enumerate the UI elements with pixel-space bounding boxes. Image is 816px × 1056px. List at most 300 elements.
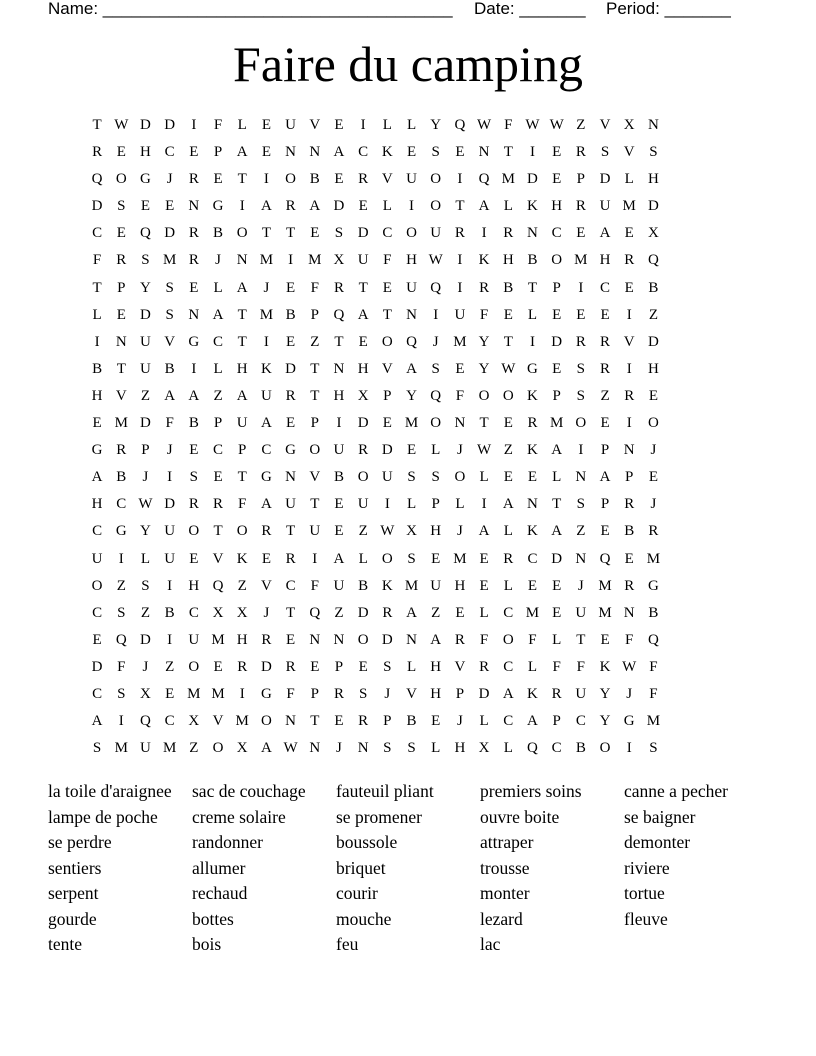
grid-letter: D <box>357 604 369 621</box>
word-bank-item: briquet <box>336 857 386 878</box>
grid-letter: G <box>91 442 103 459</box>
grid-letter: D <box>478 685 490 702</box>
grid-letter: J <box>263 279 270 296</box>
grid-letter: P <box>600 442 610 459</box>
grid-letter: N <box>285 469 297 486</box>
grid-letter: B <box>164 604 175 621</box>
grid-letter: W <box>380 523 395 540</box>
grid-letter: E <box>503 415 513 432</box>
grid-letter: A <box>260 496 272 513</box>
grid-letter: U <box>164 550 176 567</box>
grid-letter: W <box>477 442 492 459</box>
word-bank-item: trousse <box>480 857 530 878</box>
grid-letter: L <box>92 306 102 323</box>
grid-letter: Q <box>430 387 442 404</box>
grid-letter: B <box>213 225 224 242</box>
word-bank-item: randonner <box>192 832 263 852</box>
grid-letter: A <box>551 442 563 459</box>
grid-letter: Q <box>647 631 659 648</box>
grid-letter: R <box>358 713 369 730</box>
word-bank-item: ouvre boite <box>480 806 560 827</box>
grid-letter: R <box>188 252 199 269</box>
grid-letter: P <box>117 279 126 296</box>
grid-letter: R <box>333 685 344 702</box>
grid-letter: S <box>407 740 416 757</box>
grid-letter: C <box>503 713 514 730</box>
grid-letter: S <box>407 550 416 567</box>
grid-letter: P <box>625 469 634 486</box>
grid-letter: U <box>381 469 393 486</box>
grid-letter: A <box>260 415 272 432</box>
grid-letter: O <box>236 523 248 540</box>
grid-letter: Y <box>478 333 490 350</box>
grid-letter: U <box>140 740 151 757</box>
grid-letter: U <box>406 171 417 188</box>
grid-letter: N <box>623 442 635 459</box>
grid-letter: N <box>115 333 127 350</box>
grid-letter: V <box>212 550 224 567</box>
grid-letter: M <box>501 171 515 188</box>
grid-letter: S <box>431 144 440 161</box>
grid-letter: D <box>599 171 611 188</box>
grid-letter: B <box>624 523 635 540</box>
grid-letter: B <box>116 469 127 486</box>
grid-letter: H <box>406 252 417 269</box>
grid-letter: W <box>549 117 564 133</box>
grid-letter: E <box>310 658 320 675</box>
grid-letter: O <box>599 740 611 757</box>
grid-letter: Y <box>140 279 151 296</box>
grid-letter: Z <box>648 306 658 323</box>
grid-letter: C <box>358 144 369 161</box>
grid-letter: V <box>406 685 417 702</box>
grid-letter: H <box>357 360 369 377</box>
grid-letter: Q <box>406 333 417 350</box>
grid-letter: F <box>238 496 247 513</box>
grid-letter: U <box>454 306 466 323</box>
word-bank-item: tente <box>48 934 83 954</box>
grid-letter: C <box>551 740 562 757</box>
grid-letter: M <box>646 713 661 730</box>
grid-letter: A <box>599 225 611 242</box>
date-field[interactable]: Date: _______ <box>474 0 586 18</box>
grid-letter: I <box>191 117 197 133</box>
grid-letter: M <box>622 198 636 215</box>
grid-letter: D <box>551 333 563 350</box>
word-bank-item: mouche <box>336 908 392 929</box>
grid-letter: Z <box>165 658 175 675</box>
grid-letter: T <box>261 225 271 242</box>
grid-letter: V <box>623 333 635 350</box>
grid-letter: A <box>91 713 103 730</box>
grid-letter: S <box>431 360 440 377</box>
grid-letter: F <box>310 577 319 594</box>
grid-letter: V <box>309 469 321 486</box>
grid-letter: L <box>479 604 489 621</box>
grid-letter: K <box>236 550 248 567</box>
grid-letter: L <box>624 171 634 188</box>
grid-letter: E <box>286 333 296 350</box>
word-bank-column <box>48 779 192 958</box>
grid-letter: E <box>648 387 658 404</box>
word-bank-item: feu <box>336 934 359 954</box>
grid-letter: O <box>260 713 272 730</box>
grid-letter: C <box>92 225 103 242</box>
grid-letter: E <box>552 577 562 594</box>
grid-letter: A <box>309 198 321 215</box>
grid-letter: O <box>381 333 393 350</box>
grid-letter: T <box>479 415 489 432</box>
grid-letter: B <box>285 306 296 323</box>
word-bank-item: gourde <box>48 908 97 929</box>
grid-letter: E <box>552 360 562 377</box>
grid-letter: I <box>263 171 269 188</box>
grid-letter: F <box>165 415 174 432</box>
grid-letter: V <box>599 117 611 133</box>
grid-letter: P <box>455 685 465 702</box>
grid-letter: H <box>236 360 248 377</box>
grid-letter: B <box>309 171 320 188</box>
grid-letter: D <box>647 198 659 215</box>
grid-letter: X <box>188 713 200 730</box>
word-bank-item: boussole <box>336 832 398 852</box>
grid-letter: R <box>188 171 199 188</box>
grid-letter: N <box>333 631 345 648</box>
grid-letter: K <box>527 685 538 702</box>
grid-letter: D <box>164 225 176 242</box>
grid-letter: D <box>260 658 272 675</box>
grid-letter: N <box>188 198 200 215</box>
grid-letter: L <box>237 117 247 133</box>
grid-letter: P <box>383 713 392 730</box>
grid-letter: Q <box>599 550 611 567</box>
grid-letter: B <box>406 713 417 730</box>
grid-letter: I <box>288 252 294 269</box>
grid-letter: R <box>237 658 248 675</box>
grid-letter: F <box>479 631 489 648</box>
grid-letter: X <box>236 740 248 757</box>
grid-letter: P <box>552 387 561 404</box>
grid-letter: L <box>455 496 465 513</box>
grid-letter: L <box>527 306 538 323</box>
grid-letter: I <box>336 415 342 432</box>
grid-letter: O <box>647 415 659 432</box>
grid-letter: Z <box>334 604 344 621</box>
grid-letter: E <box>431 550 441 567</box>
grid-letter: E <box>213 171 223 188</box>
grid-letter: A <box>478 198 490 215</box>
grid-letter: R <box>479 279 490 296</box>
grid-letter: D <box>357 225 369 242</box>
grid-letter: N <box>188 306 200 323</box>
grid-letter: N <box>647 117 659 133</box>
grid-letter: W <box>622 658 637 675</box>
grid-letter: A <box>599 469 611 486</box>
grid-letter: A <box>406 360 417 377</box>
grid-letter: Q <box>333 306 345 323</box>
grid-letter: G <box>140 171 151 188</box>
grid-letter: M <box>404 415 419 432</box>
grid-letter: G <box>285 442 297 459</box>
word-bank-item: serpent <box>48 883 99 903</box>
grid-letter: Z <box>116 577 126 594</box>
grid-letter: O <box>430 198 442 215</box>
grid-letter: I <box>167 469 173 486</box>
grid-letter: E <box>552 171 562 188</box>
grid-letter: J <box>142 658 149 675</box>
grid-letter: K <box>527 523 538 540</box>
grid-letter: R <box>575 144 586 161</box>
grid-letter: N <box>406 631 417 648</box>
grid-letter: I <box>626 415 632 432</box>
grid-letter: R <box>624 496 635 513</box>
grid-letter: B <box>188 415 199 432</box>
grid-letter: M <box>187 685 201 702</box>
grid-letter: A <box>551 523 563 540</box>
grid-letter: R <box>454 225 465 242</box>
grid-row <box>85 112 666 139</box>
grid-letter: N <box>478 144 490 161</box>
grid-letter: Q <box>91 171 103 188</box>
grid-letter: I <box>118 550 124 567</box>
grid-letter: L <box>382 117 392 133</box>
grid-letter: P <box>431 496 440 513</box>
grid-letter: R <box>188 496 199 513</box>
grid-letter: Q <box>140 225 151 242</box>
grid-letter: E <box>261 550 271 567</box>
grid-letter: F <box>92 252 102 269</box>
grid-letter: H <box>236 631 248 648</box>
grid-letter: Z <box>189 740 199 757</box>
grid-letter: C <box>213 442 224 459</box>
grid-letter: D <box>357 415 369 432</box>
grid-letter: B <box>333 469 344 486</box>
grid-letter: I <box>457 252 463 269</box>
grid-letter: O <box>406 225 417 242</box>
grid-letter: A <box>236 279 248 296</box>
grid-letter: E <box>116 144 126 161</box>
grid-letter: S <box>576 496 586 513</box>
grid-letter: X <box>140 685 151 702</box>
grid-letter: L <box>552 469 562 486</box>
grid-letter: T <box>576 631 586 648</box>
grid-letter: P <box>383 387 392 404</box>
grid-letter: E <box>189 279 199 296</box>
grid-letter: H <box>188 577 200 594</box>
grid-letter: L <box>503 740 513 757</box>
grid-letter: C <box>503 604 514 621</box>
grid-letter: R <box>285 387 296 404</box>
grid-letter: Y <box>599 713 611 730</box>
grid-letter: N <box>309 144 321 161</box>
grid-letter: T <box>116 360 126 377</box>
grid-letter: M <box>598 577 612 594</box>
grid-letter: T <box>310 496 320 513</box>
grid-letter: I <box>167 631 173 648</box>
grid-letter: N <box>285 713 297 730</box>
grid-letter: O <box>357 469 369 486</box>
grid-row <box>85 491 666 518</box>
grid-letter: E <box>334 713 344 730</box>
grid-letter: N <box>236 252 248 269</box>
period-field[interactable]: Period: _______ <box>606 0 731 18</box>
grid-letter: W <box>477 117 492 133</box>
grid-letter: E <box>189 144 199 161</box>
grid-letter: E <box>310 225 320 242</box>
grid-letter: E <box>648 469 658 486</box>
grid-letter: P <box>310 415 319 432</box>
grid-letter: R <box>116 252 127 269</box>
grid-letter: A <box>478 523 490 540</box>
grid-letter: C <box>503 658 514 675</box>
grid-letter: J <box>432 333 439 350</box>
grid-letter: O <box>551 252 563 269</box>
grid-letter: S <box>358 685 368 702</box>
grid-letter: A <box>502 496 514 513</box>
grid-letter: H <box>91 387 103 404</box>
grid-letter: U <box>164 523 176 540</box>
grid-letter: B <box>164 360 175 377</box>
grid-letter: C <box>600 279 611 296</box>
grid-letter: E <box>189 550 199 567</box>
grid-letter: P <box>238 442 247 459</box>
grid-letter: I <box>626 360 632 377</box>
grid-letter: F <box>576 658 586 675</box>
grid-letter: E <box>140 198 151 215</box>
grid-letter: M <box>598 604 612 621</box>
grid-letter: O <box>188 658 200 675</box>
grid-letter: Q <box>430 279 442 296</box>
grid-letter: M <box>211 685 225 702</box>
grid-letter: F <box>383 252 392 269</box>
word-bank-item: lac <box>480 934 501 954</box>
grid-letter: N <box>623 604 635 621</box>
grid-letter: K <box>527 387 538 404</box>
grid-letter: Y <box>430 117 442 133</box>
grid-letter: L <box>406 496 417 513</box>
grid-letter: S <box>649 144 658 161</box>
grid-letter: L <box>382 198 392 215</box>
grid-letter: T <box>310 713 320 730</box>
grid-letter: A <box>333 550 345 567</box>
grid-letter: E <box>189 442 199 459</box>
grid-letter: H <box>647 360 659 377</box>
grid-letter: U <box>430 225 442 242</box>
grid-letter: E <box>116 306 126 323</box>
grid-letter: O <box>236 225 248 242</box>
grid-letter: R <box>358 442 369 459</box>
grid-letter: U <box>285 117 297 133</box>
grid-letter: L <box>406 658 417 675</box>
grid-letter: O <box>502 631 514 648</box>
grid-letter: O <box>430 415 442 432</box>
name-field[interactable]: Name: _____________________________________ <box>48 0 453 18</box>
grid-letter: R <box>503 225 514 242</box>
grid-letter: A <box>212 306 224 323</box>
grid-letter: D <box>333 198 345 215</box>
word-bank-item: la toile d'araignee <box>48 781 172 801</box>
grid-letter: B <box>503 279 514 296</box>
grid-letter: K <box>260 360 272 377</box>
grid-letter: E <box>382 279 392 296</box>
grid-letter: V <box>260 577 272 594</box>
grid-letter: X <box>212 604 224 621</box>
grid-letter: V <box>454 658 466 675</box>
grid-letter: U <box>406 279 417 296</box>
grid-letter: V <box>115 387 127 404</box>
grid-letter: E <box>213 658 223 675</box>
grid-letter: G <box>115 523 127 540</box>
grid-letter: C <box>575 713 586 730</box>
grid-letter: A <box>236 387 248 404</box>
grid-letter: A <box>188 387 200 404</box>
grid-letter: N <box>285 144 297 161</box>
grid-letter: B <box>527 252 538 269</box>
grid-letter: C <box>164 144 175 161</box>
grid-letter: E <box>600 306 610 323</box>
grid-letter: F <box>504 117 513 133</box>
grid-letter: O <box>502 387 514 404</box>
grid-letter: E <box>431 713 441 730</box>
grid-letter: E <box>358 198 368 215</box>
grid-letter: I <box>578 442 584 459</box>
grid-letter: N <box>575 469 587 486</box>
grid-letter: O <box>454 469 466 486</box>
word-bank-column <box>480 779 624 958</box>
grid-letter: F <box>649 658 658 675</box>
grid-letter: M <box>259 252 274 269</box>
grid-letter: I <box>360 117 366 133</box>
grid-letter: W <box>114 117 129 133</box>
grid-letter: C <box>92 685 103 702</box>
grid-letter: J <box>650 442 657 459</box>
grid-letter: J <box>456 442 463 459</box>
grid-letter: S <box>576 387 586 404</box>
grid-letter: V <box>164 333 176 350</box>
grid-letter: T <box>286 225 296 242</box>
grid-letter: W <box>525 117 540 133</box>
grid-letter: E <box>503 469 513 486</box>
grid-letter: S <box>600 144 610 161</box>
grid-letter: D <box>381 631 393 648</box>
grid-letter: R <box>479 658 490 675</box>
word-bank-item: premiers soins <box>480 781 582 801</box>
grid-letter: P <box>576 171 586 188</box>
grid-letter: M <box>162 252 177 269</box>
grid-letter: A <box>164 387 176 404</box>
grid-letter: L <box>503 523 513 540</box>
grid-row <box>85 356 666 383</box>
grid-letter: H <box>454 740 466 757</box>
grid-letter: O <box>430 171 442 188</box>
grid-letter: R <box>575 333 586 350</box>
grid-letter: T <box>237 171 247 188</box>
grid-letter: E <box>286 415 296 432</box>
grid-letter: X <box>623 117 635 133</box>
grid-letter: I <box>239 198 245 215</box>
grid-letter: S <box>117 685 126 702</box>
grid-letter: I <box>626 740 632 757</box>
grid-letter: U <box>575 685 587 702</box>
word-bank-item: fleuve <box>624 908 668 929</box>
grid-letter: Z <box>310 333 320 350</box>
grid-letter: A <box>430 631 442 648</box>
grid-letter: A <box>333 144 345 161</box>
grid-letter: I <box>312 550 318 567</box>
grid-letter: T <box>237 469 247 486</box>
grid-letter: R <box>624 252 635 269</box>
grid-letter: O <box>188 523 200 540</box>
